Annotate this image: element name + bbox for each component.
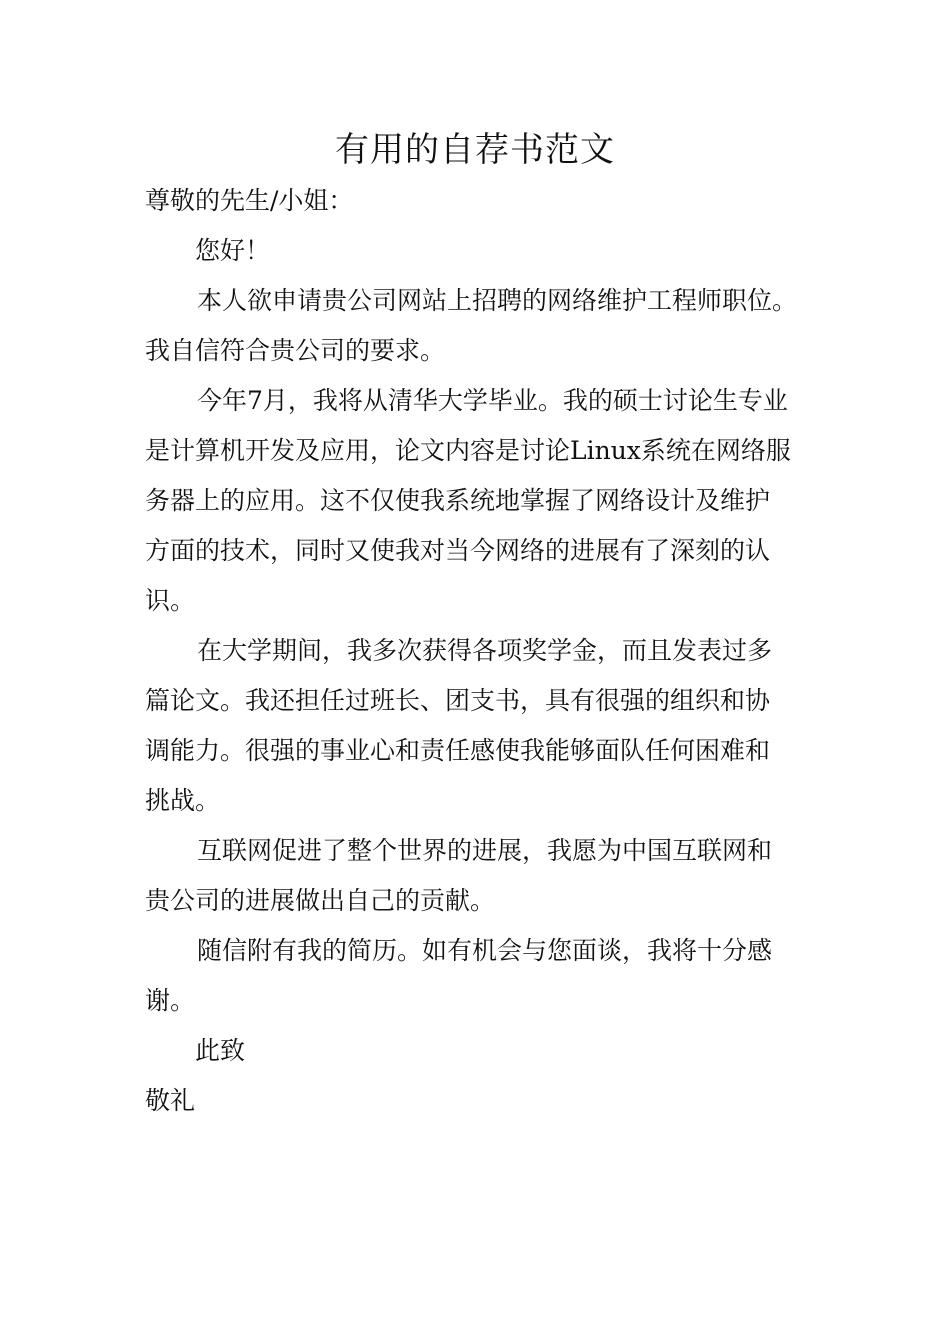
paragraph-line: 贵公司的进展做出自己的贡献。	[145, 886, 496, 915]
closing: 此致	[195, 1036, 246, 1065]
paragraph-line: 方面的技术，同时又使我对当今网络的进展有了深刻的认	[145, 536, 771, 565]
letter-body	[145, 176, 825, 1126]
paragraph-line: 在大学期间，我多次获得各项奖学金，而且发表过多	[197, 636, 773, 665]
paragraph-line: 挑战。	[145, 786, 221, 815]
paragraph-line: 调能力。很强的事业心和责任感使我能够面队任何困难和	[145, 736, 771, 765]
paragraph-line: 互联网促进了整个世界的进展，我愿为中国互联网和	[197, 836, 773, 865]
paragraph-line: 随信附有我的简历。如有机会与您面谈，我将十分感	[197, 936, 773, 965]
salutation: 尊敬的先生/小姐：	[145, 186, 354, 215]
paragraph-line: 我自信符合贵公司的要求。	[145, 336, 446, 365]
paragraph-line: 本人欲申请贵公司网站上招聘的网络维护工程师职位。	[197, 286, 798, 315]
document-title: 有用的自荐书范文	[335, 130, 615, 170]
paragraph-line: 是计算机开发及应用，论文内容是讨论Linux系统在网络服	[145, 436, 791, 465]
paragraph-line: 今年7月，我将从清华大学毕业。我的硕士讨论生专业	[197, 386, 788, 415]
greeting: 您好！	[195, 236, 271, 265]
paragraph-line: 务器上的应用。这不仅使我系统地掌握了网络设计及维护	[145, 486, 771, 515]
paragraph-line: 识。	[145, 586, 196, 615]
paragraph-line: 谢。	[145, 986, 196, 1015]
regards: 敬礼	[145, 1086, 196, 1115]
paragraph-line: 篇论文。我还担任过班长、团支书，具有很强的组织和协	[145, 686, 771, 715]
